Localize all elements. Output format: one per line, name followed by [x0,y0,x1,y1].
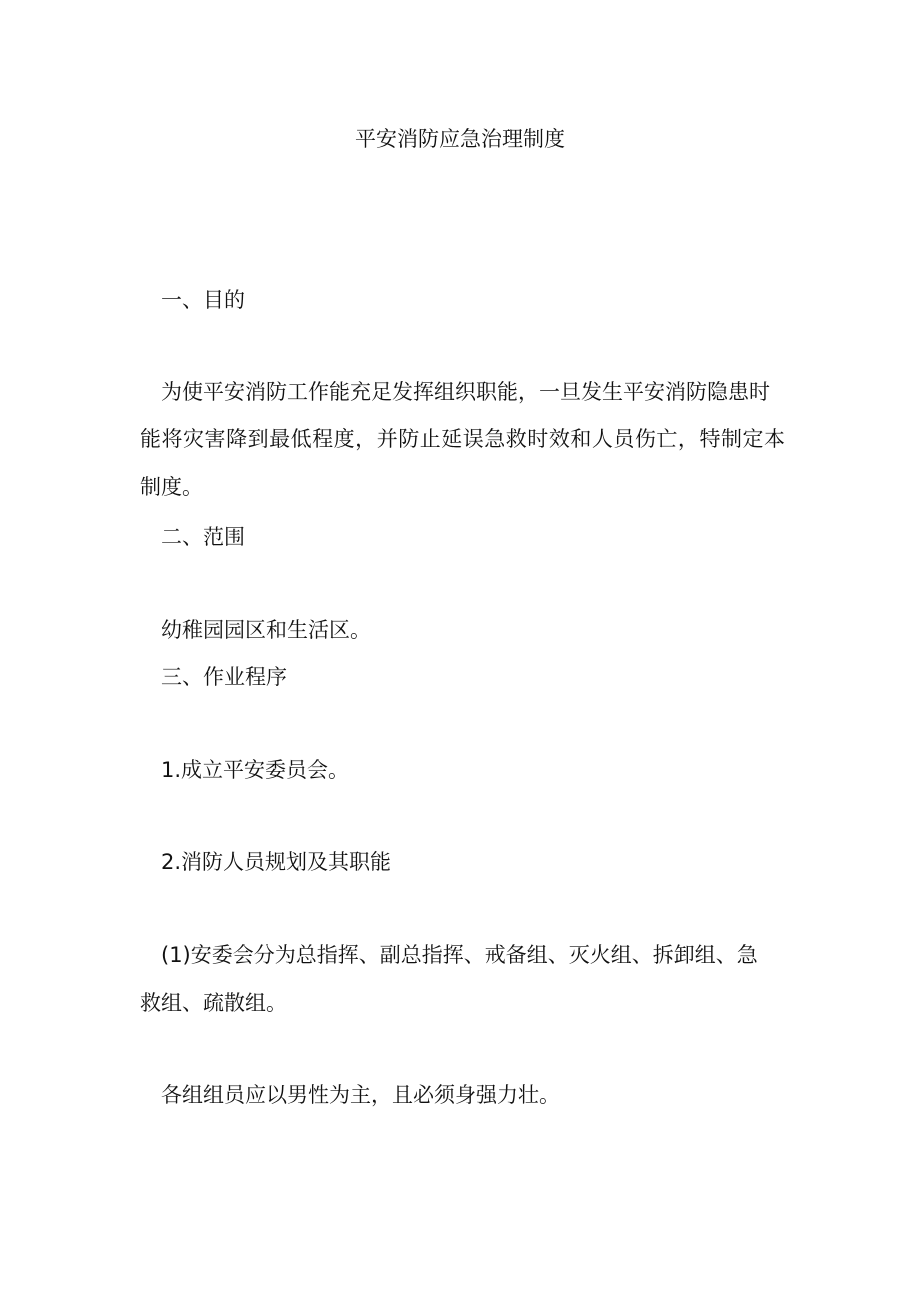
section-heading-scope: 二、范围 [161,525,245,549]
procedure-subitem-1-line-1: (1)安委会分为总指挥、副总指挥、戒备组、灭火组、拆卸组、急 [161,943,758,967]
section-heading-procedure: 三、作业程序 [161,665,287,689]
purpose-paragraph-line-1: 为使平安消防工作能充足发挥组织职能，一旦发生平安消防隐患时 [161,380,770,404]
scope-paragraph: 幼稚园园区和生活区。 [161,618,371,642]
section-heading-purpose: 一、目的 [161,288,245,312]
document-title: 平安消防应急治理制度 [355,127,565,151]
procedure-subitem-1-line-2: 救组、疏散组。 [140,991,287,1015]
procedure-item-1: 1.成立平安委员会。 [161,758,350,782]
procedure-item-2: 2.消防人员规划及其职能 [161,850,392,874]
team-member-note: 各组组员应以男性为主，且必须身强力壮。 [161,1083,560,1107]
purpose-paragraph-line-3: 制度。 [140,475,203,499]
purpose-paragraph-line-2: 能将灾害降到最低程度，并防止延误急救时效和人员伤亡，特制定本 [140,427,785,451]
